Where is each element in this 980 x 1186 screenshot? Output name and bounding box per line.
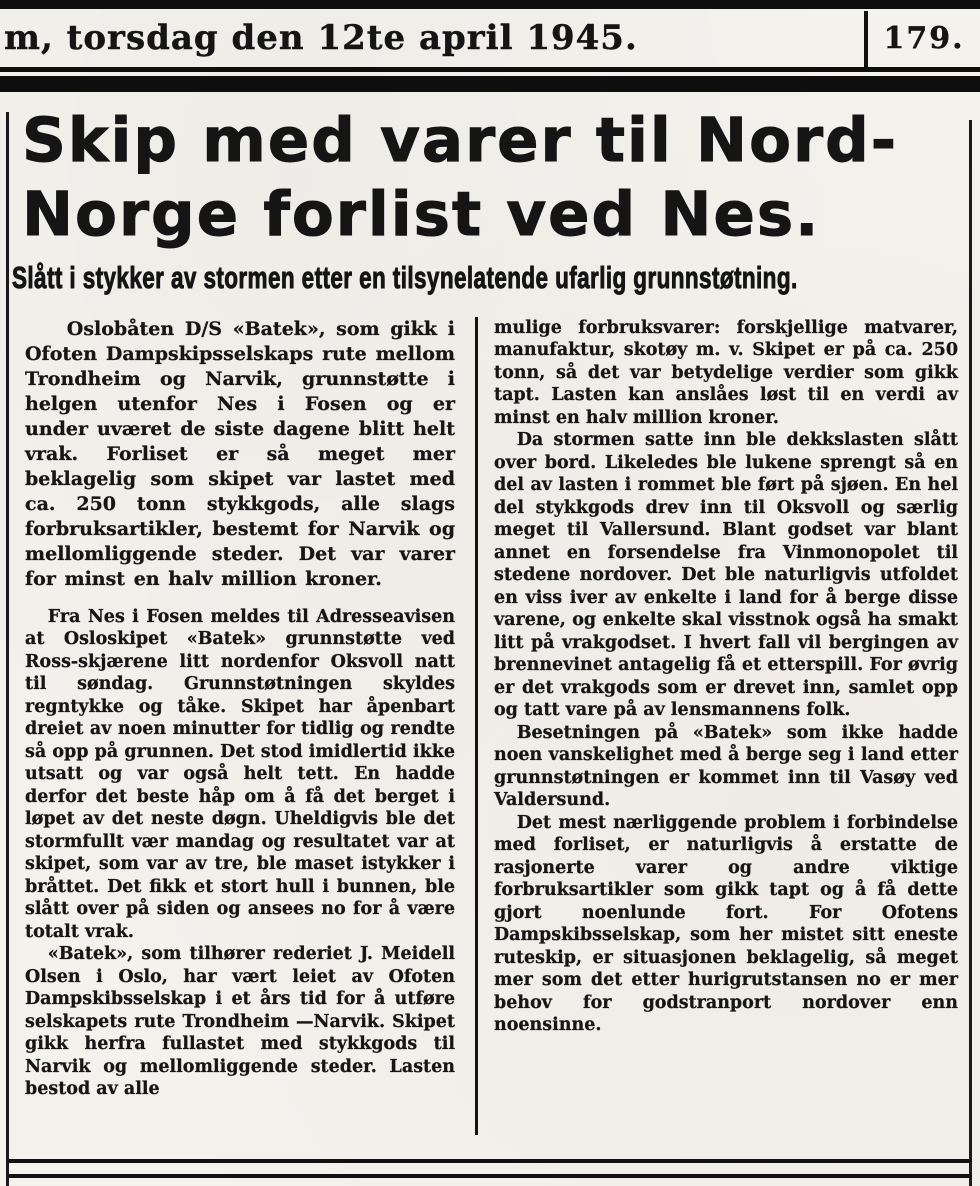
column-divider-rule: [475, 317, 478, 1135]
article-paragraph-continuation: mulige forbruksvarer: forskjellige matvarer, manufaktur, skotøy m. v. Skipet er på ca. 250 tonn, så det var betydelige verdier som gikk tapt. Lasten kan anslåes løst til en verdi av minst en halv million kroner.: [494, 317, 958, 428]
article-paragraph: «Batek», som tilhører rederiet J. Meidell Olsen i Oslo, har vært leiet av Ofoten Dampskibsselskap i et års tid for å utføre selskapets rute Trondheim —Narvik. Skipet gikk herfra fullastet med stykkgods til Narvik og mellomliggende steder. Lasten bestod av alle: [25, 944, 455, 1100]
headline-line-2: Norge forlist ved Nes.: [22, 179, 821, 251]
article-paragraph: Besetningen på «Batek» som ikke hadde noen vanskelighet med å berge seg i land etter grunnstøtningen er kommet inn til Vasøy ved Valdersund.: [494, 722, 958, 811]
masthead-date: m, torsdag den 12te april 1945.: [4, 18, 638, 58]
left-column: [25, 317, 455, 1135]
article-paragraph: Det mest nærliggende problem i forbindelse med forliset, er naturligvis å erstatte de rasjonerte varer og andre viktige forbruksartikler som gikk tapt og å få dette gjort noenlunde fort. For Ofotens Dampskibsselskap, som her mistet sitt eneste ruteskip, er situasjonen beklagelig, så meget mer som det etter hurigrutstansen no er mer behov for godstranport nordover enn noensinne.: [494, 812, 958, 1036]
headline-line-1: Skip med varer til Nord-: [22, 105, 899, 176]
article: [0, 104, 980, 1135]
top-rule: [0, 0, 980, 9]
article-subheadline: Slått i stykker av stormen etter en tilsynelatende ufarlig grunnstøtning.: [12, 260, 798, 295]
masthead-page-number: 179.: [883, 20, 965, 56]
article-headline: [0, 104, 980, 253]
masthead: [0, 9, 980, 67]
article-paragraph: Fra Nes i Fosen meldes til Adresseavisen at Osloskipet «Batek» grunnstøtte ved Ross-skjærene litt nordenfor Oksvoll natt til søndag. Grunnstøtningen skyldes regntykke og tåke. Skipet har åpenbart dreiet av noen minutter for tidlig og rendte så opp på grunnen. Det stod imidlertid ikke utsatt og var også helt tett. En hadde derfor det beste håp om å få det berget i løpet av det neste døgn. Uheldigvis ble det stormfullt vær mandag og resultatet var at skipet, som var av tre, ble maset istykker i bråttet. Det fikk et stort hull i bunnen, ble slått over på siden og ansees no for å være totalt vrak.: [25, 606, 455, 942]
right-column: [494, 317, 958, 1135]
lead-paragraph: Oslobåten D/S «Batek», som gikk i Ofoten Dampskipsselskaps rute mellom Trondheim og Narvik, grunnstøtte i helgen utenfor Nes i Fosen og er under uværet de siste dagene blitt helt vrak. Forliset er så meget mer beklagelig som skipet var lastet med ca. 250 tonn stykkgods, alle slags forbruksartikler, bestemt for Narvik og mellomliggende steder. Det var varer for minst en halv million kroner.: [25, 317, 455, 590]
masthead-bottom-rule-thick: [0, 76, 980, 92]
article-columns: [0, 317, 980, 1135]
article-paragraph: Da stormen satte inn ble dekkslasten slått over bord. Likeledes ble lukene sprengt så en del av lasten i rommet ble ført på sjøen. En hel del stykkgods drev inn til Oksvoll og særlig meget til Vallersund. Blant godset var blant annet en forsendelse fra Vinmonopolet til stedene nordover. Det ble naturligvis utfoldet en viss iver av enkelte i land for å berge disse varene, og enkelte skal visstnok også ha smakt litt på vrakgodset. I hvert fall vil bergingen av brennevinet antagelig få et etterspill. For øvrig er det vrakgods som er drevet inn, samlet opp og tatt vare på av lensmannens folk.: [494, 430, 958, 721]
bottom-double-rule: [8, 1159, 972, 1178]
